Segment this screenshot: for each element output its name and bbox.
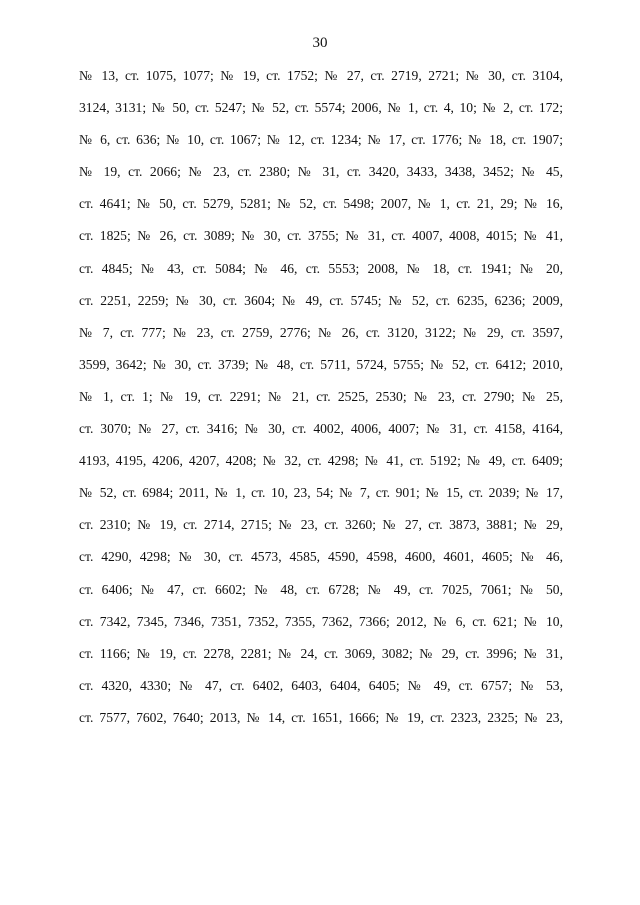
text-line: № 1, ст. 1; № 19, ст. 2291; № 21, ст. 2525, 2530; № 23, ст. 2790; № 25, (79, 388, 563, 404)
text-line: № 13, ст. 1075, 1077; № 19, ст. 1752; № 27, ст. 2719, 2721; № 30, ст. 3104, (79, 68, 563, 83)
text-line: ст. 4845; № 43, ст. 5084; № 46, ст. 5553; 2008, № 18, ст. 1941; № 20, (79, 260, 563, 276)
text-line: ст. 7577, 7602, 7640; 2013, № 14, ст. 1651, 1666; № 19, ст. 2323, 2325; № 23, (79, 709, 563, 725)
text-line: № 19, ст. 2066; № 23, ст. 2380; № 31, ст. 3420, 3433, 3438, 3452; № 45, (79, 164, 563, 180)
text-line: № 6, ст. 636; № 10, ст. 1067; № 12, ст. 1234; № 17, ст. 1776; № 18, ст. 1907; (79, 132, 563, 148)
text-line: ст. 2251, 2259; № 30, ст. 3604; № 49, ст. 5745; № 52, ст. 6235, 6236; 2009, (79, 292, 563, 308)
text-line: ст. 7342, 7345, 7346, 7351, 7352, 7355, 7362, 7366; 2012, № 6, ст. 621; № 10, (79, 613, 563, 629)
text-line: ст. 2310; № 19, ст. 2714, 2715; № 23, ст. 3260; № 27, ст. 3873, 3881; № 29, (79, 517, 563, 533)
text-line: № 7, ст. 777; № 23, ст. 2759, 2776; № 26, ст. 3120, 3122; № 29, ст. 3597, (79, 324, 563, 340)
text-line: ст. 1166; № 19, ст. 2278, 2281; № 24, ст. 3069, 3082; № 29, ст. 3996; № 31, (79, 645, 563, 661)
text-line: ст. 6406; № 47, ст. 6602; № 48, ст. 6728; № 49, ст. 7025, 7061; № 50, (79, 581, 563, 597)
text-line: ст. 4320, 4330; № 47, ст. 6402, 6403, 6404, 6405; № 49, ст. 6757; № 53, (79, 677, 563, 693)
text-line: № 52, ст. 6984; 2011, № 1, ст. 10, 23, 54; № 7, ст. 901; № 15, ст. 2039; № 17, (79, 485, 563, 501)
text-line: 3124, 3131; № 50, ст. 5247; № 52, ст. 5574; 2006, № 1, ст. 4, 10; № 2, ст. 172; (79, 100, 563, 116)
text-line: 3599, 3642; № 30, ст. 3739; № 48, ст. 5711, 5724, 5755; № 52, ст. 6412; 2010, (79, 356, 563, 372)
text-line: 4193, 4195, 4206, 4207, 4208; № 32, ст. 4298; № 41, ст. 5192; № 49, ст. 6409; (79, 453, 563, 469)
page-number: 30 (312, 35, 328, 51)
text-line: ст. 4290, 4298; № 30, ст. 4573, 4585, 4590, 4598, 4600, 4601, 4605; № 46, (79, 549, 563, 565)
text-line: ст. 4641; № 50, ст. 5279, 5281; № 52, ст. 5498; 2007, № 1, ст. 21, 29; № 16, (79, 196, 563, 212)
body-text (79, 66, 563, 740)
text-line: ст. 1825; № 26, ст. 3089; № 30, ст. 3755; № 31, ст. 4007, 4008, 4015; № 41, (79, 228, 563, 244)
text-line: ст. 3070; № 27, ст. 3416; № 30, ст. 4002, 4006, 4007; № 31, ст. 4158, 4164, (79, 421, 563, 437)
